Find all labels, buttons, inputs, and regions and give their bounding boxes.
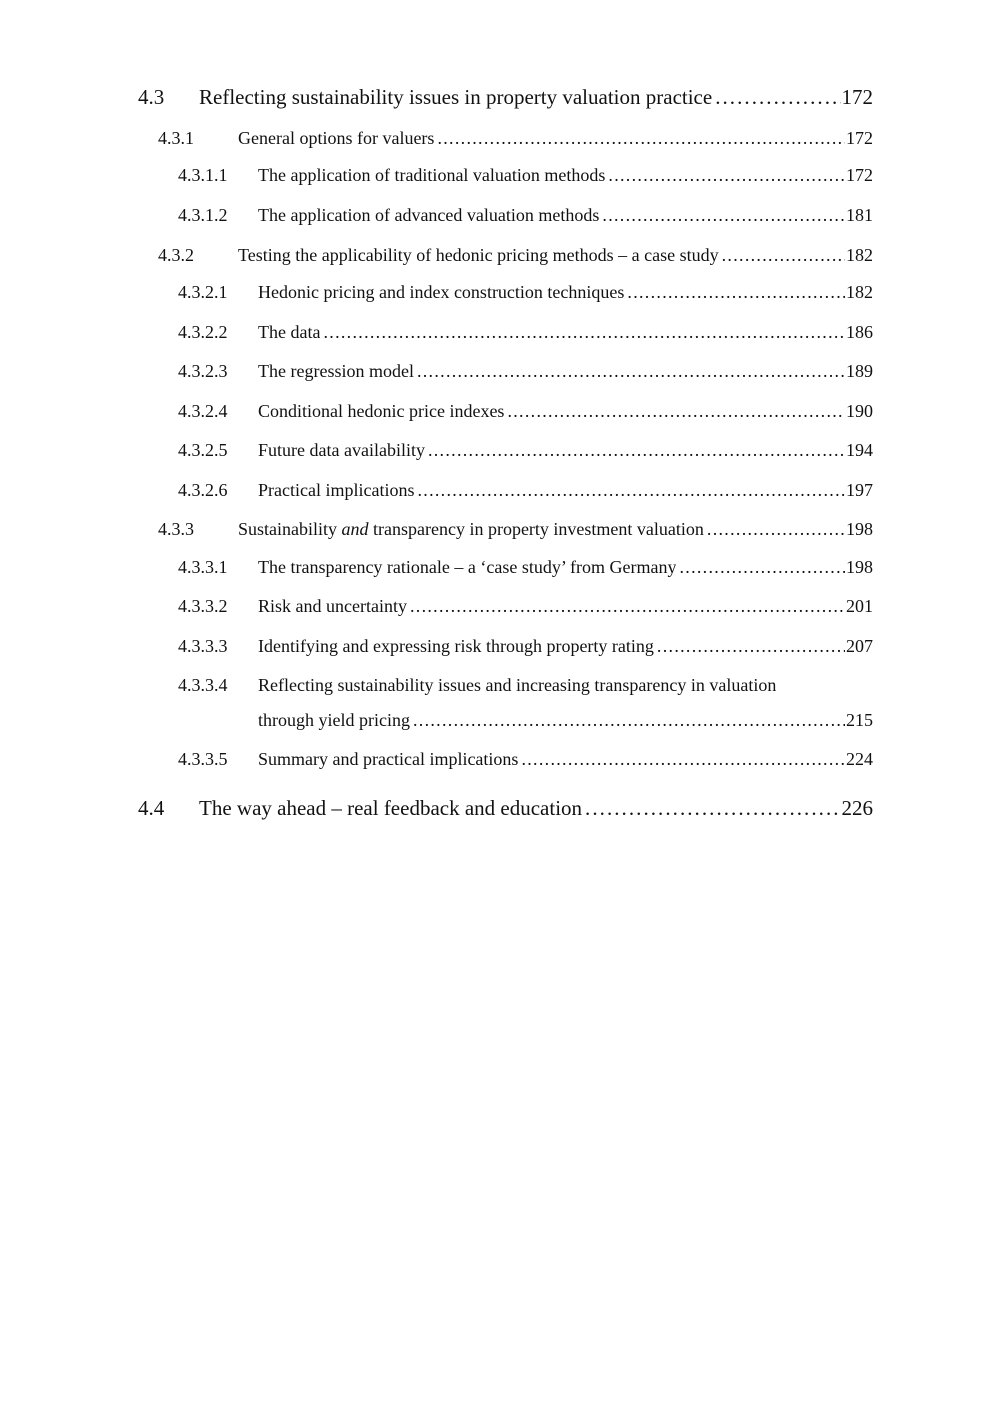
dot-leader [715, 82, 840, 112]
toc-page-number: 186 [846, 322, 873, 342]
toc-page-number: 198 [846, 519, 873, 539]
toc-entry-4-3-2-2[interactable] [178, 317, 873, 347]
toc-number: 4.3.2 [158, 245, 194, 265]
toc-page-number: 201 [846, 596, 873, 616]
toc-entry-4-3-3-4[interactable] [178, 670, 873, 700]
toc-page-number: 207 [846, 636, 873, 656]
toc-page-number: 198 [846, 557, 873, 577]
dot-leader [627, 277, 845, 307]
dot-leader [608, 160, 845, 190]
toc-title: Testing the applicability of hedonic pricing methods – a case study [238, 245, 719, 265]
dot-leader [707, 514, 845, 544]
toc-title-part: Sustainability [238, 519, 342, 539]
toc-page-number: 189 [846, 361, 873, 381]
dot-leader [410, 591, 845, 621]
toc-title: Hedonic pricing and index construction techniques [258, 282, 625, 302]
toc-page-number: 224 [846, 749, 873, 769]
toc-number: 4.3.1 [158, 128, 194, 148]
toc-entry-4-3[interactable] [138, 82, 873, 112]
toc-page-number: 172 [846, 128, 873, 148]
dot-leader [428, 435, 845, 465]
toc-number: 4.3.3.5 [178, 749, 228, 769]
toc-number: 4.3.3.4 [178, 675, 228, 695]
dot-leader [417, 475, 845, 505]
toc-page-number: 181 [846, 205, 873, 225]
dot-leader [507, 396, 845, 426]
toc-number: 4.3 [138, 85, 165, 109]
toc-entry-4-3-3[interactable] [158, 514, 873, 544]
toc-title-line-1: Reflecting sustainability issues and increasing transparency in valuation [258, 675, 777, 695]
toc-page-number: 172 [846, 165, 873, 185]
toc-title: The transparency rationale – a ‘case study’ from Germany [258, 557, 677, 577]
toc-entry-4-3-2-6[interactable] [178, 475, 873, 505]
toc-entry-4-3-2-5[interactable] [178, 435, 873, 465]
toc-number: 4.3.1.2 [178, 205, 228, 225]
toc-entry-4-3-1-1[interactable] [178, 160, 873, 190]
dot-leader [679, 552, 845, 582]
dot-leader [585, 793, 840, 823]
toc-title-part: transparency in property investment valuation [368, 519, 704, 539]
toc-entry-4-3-1-2[interactable] [178, 200, 873, 230]
toc-page-number: 215 [846, 710, 873, 730]
toc-title: The way ahead – real feedback and education [199, 796, 583, 820]
toc-title: Practical implications [258, 480, 415, 500]
toc-number: 4.4 [138, 796, 165, 820]
toc-title [238, 514, 704, 544]
toc-page-number: 182 [846, 282, 873, 302]
toc-entry-4-4[interactable] [138, 793, 873, 823]
toc-number: 4.3.3.1 [178, 557, 228, 577]
toc-page-number: 190 [846, 401, 873, 421]
dot-leader [417, 356, 845, 386]
toc-title: Future data availability [258, 440, 425, 460]
toc-title: The application of advanced valuation methods [258, 205, 600, 225]
toc-title: Summary and practical implications [258, 749, 519, 769]
toc-page-number: 194 [846, 440, 873, 460]
dot-leader [413, 705, 845, 735]
toc-title: Reflecting sustainability issues in property valuation practice [199, 85, 713, 109]
dot-leader [602, 200, 845, 230]
toc-entry-4-3-2-3[interactable] [178, 356, 873, 386]
toc-number: 4.3.2.4 [178, 401, 228, 421]
dot-leader [521, 744, 845, 774]
toc-number: 4.3.3.3 [178, 636, 228, 656]
toc-title-emphasis: and [341, 519, 369, 539]
toc-number: 4.3.3.2 [178, 596, 228, 616]
toc-page-number: 226 [841, 796, 873, 820]
toc-title: Identifying and expressing risk through property rating [258, 636, 654, 656]
dot-leader [437, 123, 845, 153]
toc-page-number: 172 [841, 85, 873, 109]
dot-leader [657, 631, 845, 661]
toc-entry-4-3-1[interactable] [158, 123, 873, 153]
toc-number: 4.3.3 [158, 519, 194, 539]
toc-entry-4-3-3-3[interactable] [178, 631, 873, 661]
dot-leader [323, 317, 845, 347]
toc-number: 4.3.2.1 [178, 282, 228, 302]
toc-entry-4-3-3-2[interactable] [178, 591, 873, 621]
toc-entry-4-3-3-4-cont[interactable] [178, 705, 873, 735]
toc-title-line-2: through yield pricing [258, 710, 410, 730]
toc-entry-4-3-3-1[interactable] [178, 552, 873, 582]
toc-page-number: 182 [846, 245, 873, 265]
toc-page-number: 197 [846, 480, 873, 500]
toc-title: The data [258, 322, 321, 342]
toc-number: 4.3.1.1 [178, 165, 228, 185]
toc-entry-4-3-2[interactable] [158, 240, 873, 270]
toc-title: The application of traditional valuation methods [258, 165, 606, 185]
toc-number: 4.3.2.2 [178, 322, 228, 342]
toc-entry-4-3-2-1[interactable] [178, 277, 873, 307]
toc-title: Risk and uncertainty [258, 596, 407, 616]
toc-number: 4.3.2.6 [178, 480, 228, 500]
dot-leader [722, 240, 845, 270]
toc-title: The regression model [258, 361, 414, 381]
toc-entry-4-3-3-5[interactable] [178, 744, 873, 774]
toc-title: General options for valuers [238, 128, 435, 148]
toc-number: 4.3.2.5 [178, 440, 228, 460]
toc-entry-4-3-2-4[interactable] [178, 396, 873, 426]
toc-title: Conditional hedonic price indexes [258, 401, 505, 421]
toc-number: 4.3.2.3 [178, 361, 228, 381]
